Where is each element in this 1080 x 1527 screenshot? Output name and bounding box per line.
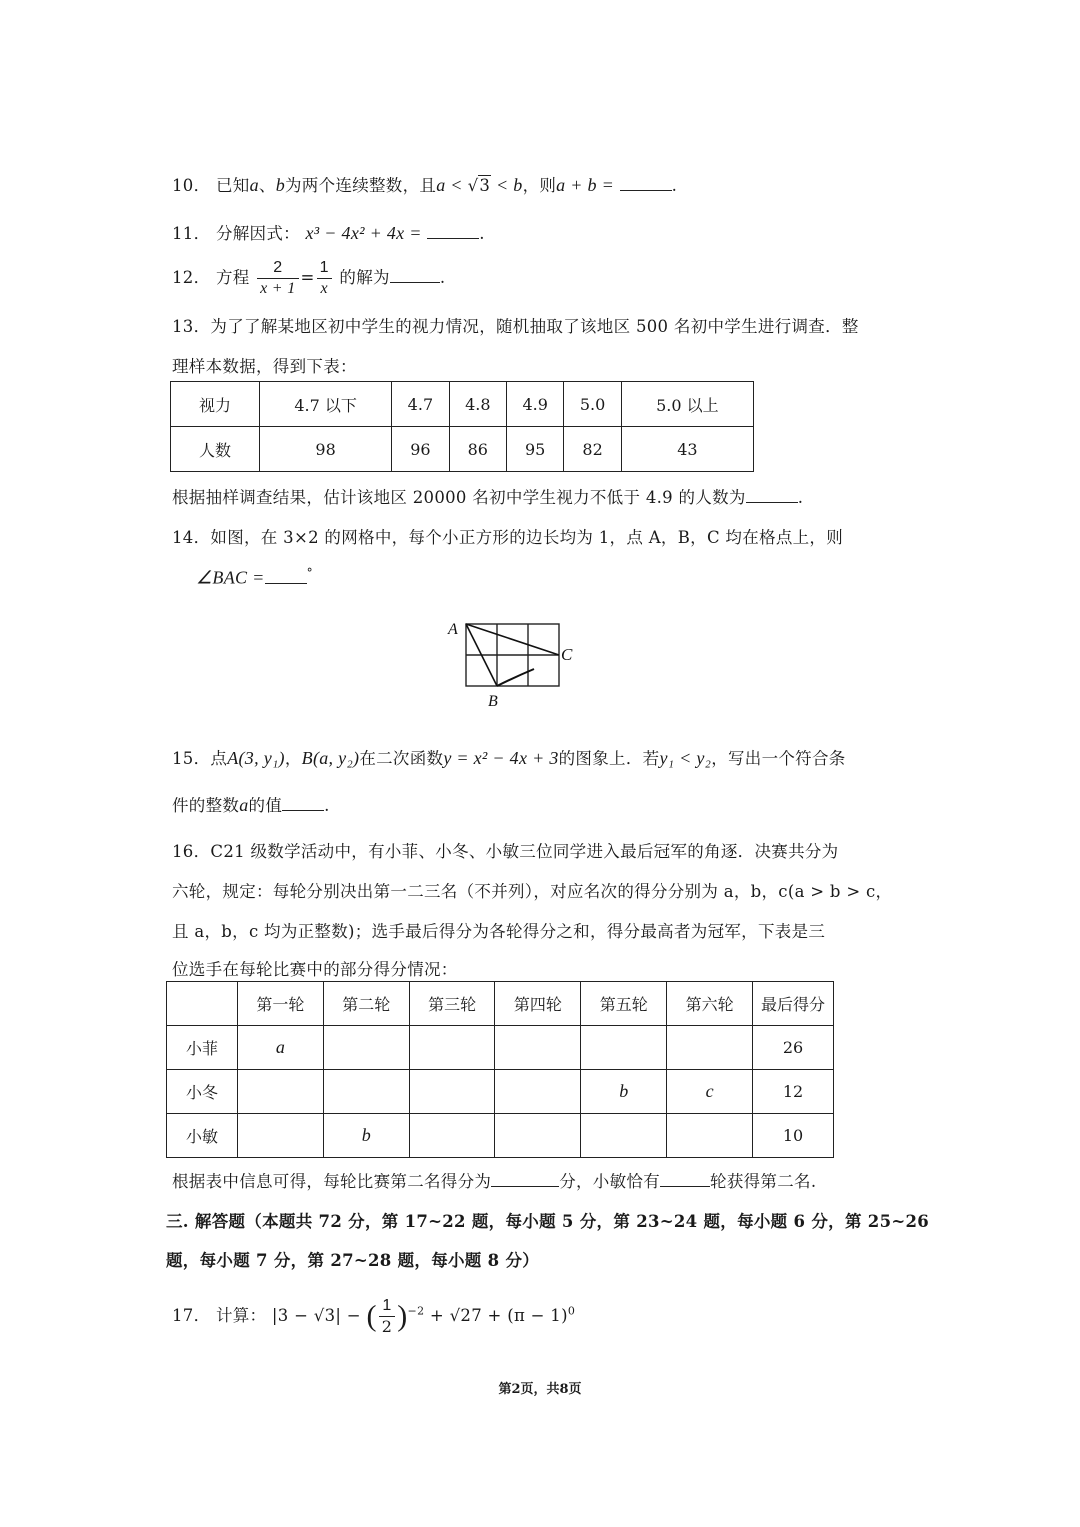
question-16-line-3: 且 a，b，c 均为正整数)；选手最后得分为各轮得分之和，得分最高者为冠军，下表是三 <box>172 922 826 941</box>
answer-blank[interactable] <box>660 1172 710 1187</box>
question-number: 17． <box>172 1306 211 1325</box>
table-cell: 4.8 <box>449 382 506 427</box>
table-cell: 4.7 <box>392 382 449 427</box>
table-cell <box>581 1026 667 1070</box>
table-cell <box>409 1114 495 1158</box>
table-cell: 82 <box>564 427 621 472</box>
header-cell: 第四轮 <box>495 982 581 1026</box>
label-c: C <box>561 645 573 664</box>
row-header: 人数 <box>171 427 260 472</box>
table-cell <box>495 1114 581 1158</box>
fraction: $\frac{2}{x + 1}$ <box>257 258 298 299</box>
total-cell: 26 <box>753 1026 834 1070</box>
fraction: $\frac{1}{2}$ <box>379 1296 395 1337</box>
section-3-heading-cont: 题，每小题 7 分，第 27~28 题，每小题 8 分） <box>166 1251 540 1270</box>
table-cell <box>323 1070 409 1114</box>
answer-blank[interactable] <box>491 1172 559 1187</box>
table-cell: 4.7 以下 <box>260 382 392 427</box>
header-cell: 第六轮 <box>667 982 753 1026</box>
table-cell: 43 <box>621 427 753 472</box>
question-16-line-1: 16．C21 级数学活动中，有小菲、小冬、小敏三位同学进入最后冠军的角逐．决赛共分为 <box>172 842 839 861</box>
table-cell: b <box>581 1070 667 1114</box>
table-cell: 98 <box>260 427 392 472</box>
question-15-line-2: 件的整数a的值 . <box>172 795 330 815</box>
label-b: B <box>488 693 498 710</box>
question-16-prompt: 根据表中信息可得，每轮比赛第二名得分为 分，小敏恰有 轮获得第二名. <box>172 1172 817 1191</box>
question-number: 15． <box>172 749 211 768</box>
question-number: 14． <box>172 528 211 547</box>
header-cell: 最后得分 <box>753 982 834 1026</box>
question-16-line-4: 位选手在每轮比赛中的部分得分情况： <box>172 960 458 979</box>
table-cell <box>495 1026 581 1070</box>
table-cell <box>495 1070 581 1114</box>
page-number: 第2页，共8页 <box>498 1382 582 1397</box>
table-row <box>167 1070 834 1114</box>
question-10: 10． 已知a、b为两个连续整数，且a < √3 < b，则a + b = . <box>172 175 678 195</box>
table-row <box>171 427 754 472</box>
question-13-line-1: 13．为了了解某地区初中学生的视力情况，随机抽取了该地区 500 名初中学生进行调查．整 <box>172 317 859 336</box>
question-15-line-1: 15．点A(3, y₁)，B(a, y₂)在二次函数y = x² − 4x + 3的图象上．若y₁ < y₂，写出一个符合条 <box>172 748 846 768</box>
table-cell: 95 <box>506 427 563 472</box>
answer-blank[interactable] <box>390 268 440 283</box>
answer-blank[interactable] <box>427 224 479 239</box>
fraction: $\frac{1}{x}$ <box>317 258 332 299</box>
question-13-line-2: 理样本数据，得到下表： <box>172 357 357 376</box>
question-number: 16． <box>172 842 211 861</box>
header-cell: 第二轮 <box>323 982 409 1026</box>
player-name: 小菲 <box>167 1026 238 1070</box>
table-cell: 96 <box>392 427 449 472</box>
question-13-prompt: 根据抽样调查结果，估计该地区 20000 名初中学生视力不低于 4.9 的人数为 . <box>172 488 804 507</box>
answer-blank[interactable] <box>265 569 307 584</box>
table-cell <box>409 1070 495 1114</box>
question-number: 11． <box>172 224 211 243</box>
math-expression: x³ − 4x² + 4x = <box>305 223 422 243</box>
table-cell <box>667 1114 753 1158</box>
total-cell: 10 <box>753 1114 834 1158</box>
table-cell <box>581 1114 667 1158</box>
question-11: 11． 分解因式： x³ − 4x² + 4x = . <box>172 223 485 243</box>
row-header: 视力 <box>171 382 260 427</box>
question-number: 10． <box>172 176 211 195</box>
table-cell: a <box>238 1026 324 1070</box>
table-cell <box>667 1026 753 1070</box>
table-cell: b <box>323 1114 409 1158</box>
header-cell <box>167 982 238 1026</box>
table-cell <box>409 1026 495 1070</box>
table-cell: c <box>667 1070 753 1114</box>
score-table <box>166 981 834 1158</box>
question-17: 17． 计算： |3 − √3| − ( $\frac{1}{2}$ )$^{-2} + √27 + (\pi - 1)^0$ <box>172 1297 576 1336</box>
answer-blank[interactable] <box>282 796 324 811</box>
question-14-line-1: 14．如图，在 3×2 的网格中，每个小正方形的边长均为 1，点 A，B，C 均在格点上，则 <box>172 528 844 547</box>
question-number: 12． <box>172 268 211 287</box>
answer-blank[interactable] <box>620 176 672 191</box>
table-cell: 5.0 <box>564 382 621 427</box>
question-12: 12． 方程 $\frac{2}{x + 1}$ = $\frac{1}{x}$ 的解为 . <box>172 259 446 297</box>
table-cell <box>238 1114 324 1158</box>
section-3-heading: 三. 解答题（本题共 72 分，第 17~22 题，每小题 5 分，第 23~24 题，每小题 6 分，第 25~26 <box>166 1212 930 1231</box>
label-a: A <box>448 621 458 638</box>
player-name: 小冬 <box>167 1070 238 1114</box>
total-cell: 12 <box>753 1070 834 1114</box>
vision-table <box>170 381 754 472</box>
table-cell <box>238 1070 324 1114</box>
question-16-line-2: 六轮，规定：每轮分别决出第一二三名（不并列），对应名次的得分分别为 a，b，c(a > b > c， <box>172 882 893 901</box>
header-cell: 第三轮 <box>409 982 495 1026</box>
question-number: 13． <box>172 317 211 336</box>
question-14-line-2: ∠BAC = ° <box>196 566 313 588</box>
answer-blank[interactable] <box>746 488 798 503</box>
table-cell: 4.9 <box>506 382 563 427</box>
table-cell: 5.0 以上 <box>621 382 753 427</box>
math-expression: |3 − √3| − <box>271 1306 367 1325</box>
player-name: 小敏 <box>167 1114 238 1158</box>
header-cell: 第一轮 <box>238 982 324 1026</box>
table-row <box>167 1114 834 1158</box>
table-row <box>171 382 754 427</box>
table-header-row <box>167 982 834 1026</box>
table-row <box>167 1026 834 1070</box>
header-cell: 第五轮 <box>581 982 667 1026</box>
grid-figure <box>440 612 600 712</box>
grid-lines <box>466 624 559 686</box>
table-cell <box>323 1026 409 1070</box>
table-cell: 86 <box>449 427 506 472</box>
